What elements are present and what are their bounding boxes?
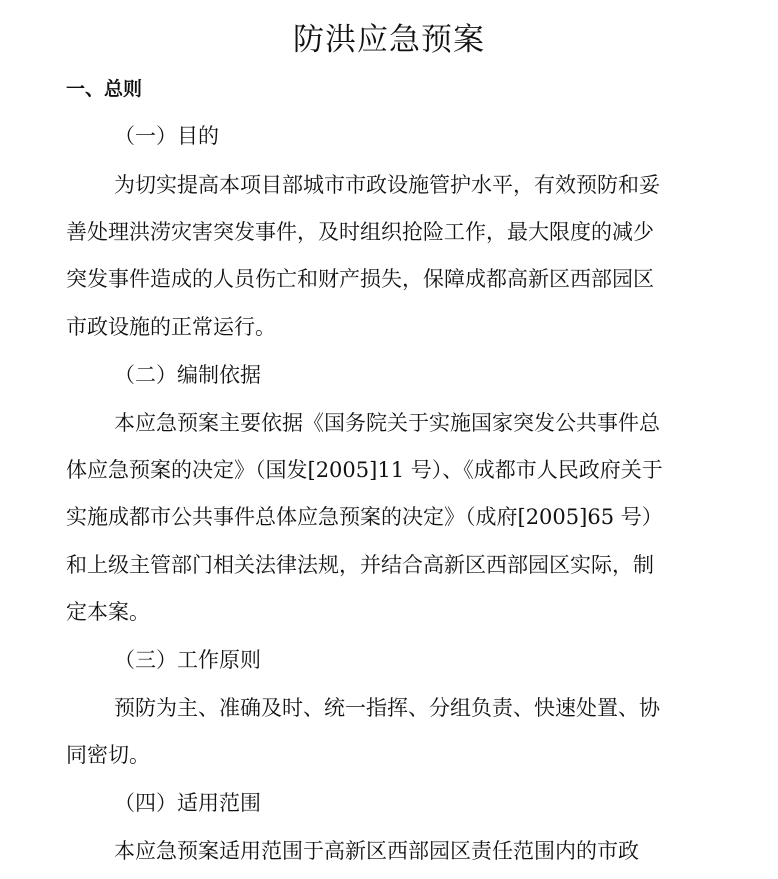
paragraph-line: 市政设施的正常运行。 — [66, 315, 276, 339]
paragraph-line: 预防为主、准确及时、统一指挥、分组负责、快速处置、协 — [114, 696, 660, 720]
section-heading-general: 一、总则 — [66, 78, 143, 100]
subheading-scope: （四）适用范围 — [114, 791, 261, 815]
paragraph-line: 同密切。 — [66, 743, 150, 767]
paragraph-line: 实施成都市公共事件总体应急预案的决定》（成府[2005]65 号） — [66, 505, 663, 529]
document-title: 防洪应急预案 — [293, 22, 485, 58]
paragraph-line: 本应急预案主要依据《国务院关于实施国家突发公共事件总 — [114, 411, 660, 435]
subheading-basis: （二）编制依据 — [114, 363, 261, 387]
subheading-principles: （三）工作原则 — [114, 648, 261, 672]
paragraph-line: 突发事件造成的人员伤亡和财产损失，保障成都高新区西部园区 — [66, 267, 654, 291]
paragraph-line: 体应急预案的决定》（国发[2005]11 号）、《成都市人民政府关于 — [66, 458, 663, 482]
paragraph-line: 为切实提高本项目部城市市政设施管护水平，有效预防和妥 — [114, 173, 660, 197]
paragraph-line: 本应急预案适用范围于高新区西部园区责任范围内的市政 — [114, 839, 639, 863]
subheading-purpose: （一）目的 — [114, 124, 219, 148]
paragraph-line: 和上级主管部门相关法律法规，并结合高新区西部园区实际，制 — [66, 553, 654, 577]
paragraph-line: 定本案。 — [66, 600, 150, 624]
paragraph-line: 善处理洪涝灾害突发事件，及时组织抢险工作，最大限度的减少 — [66, 220, 654, 244]
